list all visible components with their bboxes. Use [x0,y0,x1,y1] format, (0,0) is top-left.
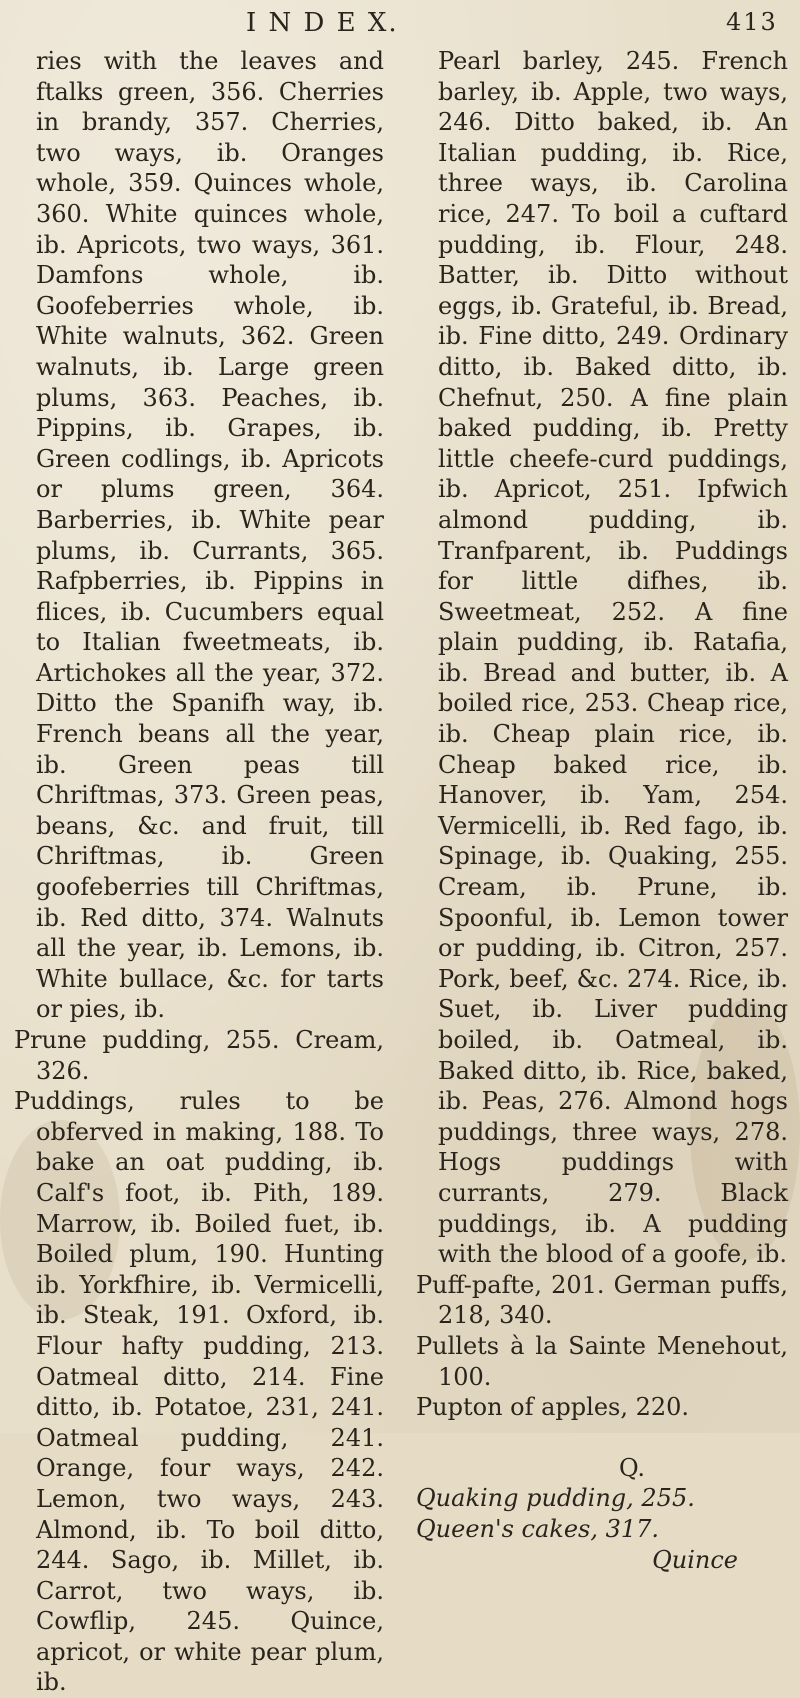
page-header [0,8,800,48]
right-column [416,46,788,1575]
index-entry: Pullets à la Sainte Menehout, 100. [416,1331,788,1391]
catchword: Quince [652,1545,738,1574]
index-entry: Pearl barley, 245. French barley, ib. Apple, two ways, 246. Ditto baked, ib. An Italian pudding, ib. Rice, three ways, ib. Carolina rice, 247. To boil a cuftard pudding, ib. Flour, 248. Batter, ib. Ditto without eggs, ib. Grateful, ib. Bread, ib. Fine ditto, 249. Ordinary ditto, ib. Baked ditto, ib. Chefnut, 250. A fine plain baked pudding, ib. Pretty little cheefe-curd puddings, ib. Apricot, 251. Ipfwich almond pudding, ib. Tranfparent, ib. Puddings for little difhes, ib. Sweetmeat, 252. A fine plain pudding, ib. Ratafia, ib. Bread and butter, ib. A boiled rice, 253. Cheap rice, ib. Cheap plain rice, ib. Cheap baked rice, ib. Hanover, ib. Yam, 254. Vermicelli, ib. Red fago, ib. Spinage, ib. Quaking, 255. Cream, ib. Prune, ib. Spoonful, ib. Lemon tower or pudding, ib. Citron, 257. Pork, beef, &c. 274. Rice, ib. Suet, ib. Liver pudding boiled, ib. Oatmeal, ib. Baked ditto, ib. Rice, baked, ib. Peas, 276. Almond hogs puddings, three ways, 278. Hogs puddings with currants, 279. Black puddings, ib. A pudding with the blood of a goofe, ib. [438,47,788,1269]
section-letter: Q. [618,1453,646,1482]
page-number: 413 [726,8,778,36]
index-entry: ries with the leaves and ftalks green, 356. Cherries in brandy, 357. Cherries, two ways, ib. Oranges whole, 359. Quinces whole, 360. White quinces whole, ib. Apricots, two ways, 361. Damfons whole, ib. Goofeberries whole, ib. White walnuts, 362. Green walnuts, ib. Large green plums, 363. Peaches, ib. Pippins, ib. Grapes, ib. Green codlings, ib. Apricots or plums green, 364. Barberries, ib. White pear plums, ib. Currants, 365. Rafpberries, ib. Pippins in flices, ib. Cucumbers equal to Italian fweetmeats, ib. Artichokes all the year, 372. Ditto the Spanifh way, ib. French beans all the year, ib. Green peas till Chriftmas, 373. Green peas, beans, &c. and fruit, till Chriftmas, ib. Green goofeberries till Chriftmas, ib. Red ditto, 374. Walnuts all the year, ib. Lemons, ib. White bullace, &c. for tarts or pies, ib. [36,47,384,1024]
running-title: I N D E X. [246,8,399,38]
left-column [14,46,384,1698]
index-entry: Quaking pudding, 255. [416,1484,695,1513]
section-gap [416,1423,788,1453]
index-entry: Puddings, rules to be obferved in making, 188. To bake an oat pudding, ib. Calf's foot, ib. Pith, 189. Marrow, ib. Boiled fuet, ib. Boiled plum, 190. Hunting ib. Yorkfhire, ib. Vermicelli, ib. Steak, 191. Oxford, ib. Flour hafty pudding, 213. Oatmeal ditto, 214. Fine ditto, ib. Potatoe, 231, 241. Oatmeal pudding, 241. Orange, four ways, 242. Lemon, two ways, 243. Almond, ib. To boil ditto, 244. Sago, ib. Millet, ib. Carrot, two ways, ib. Cowflip, 245. Quince, apricot, or white pear plum, ib. [14,1087,384,1697]
index-entry: Puff-pafte, 201. German puffs, 218, 340. [416,1270,788,1330]
index-entry: Queen's cakes, 317. [416,1514,660,1543]
index-entry: Prune pudding, 255. Cream, 326. [14,1026,384,1085]
index-entry: Pupton of apples, 220. [416,1393,690,1422]
